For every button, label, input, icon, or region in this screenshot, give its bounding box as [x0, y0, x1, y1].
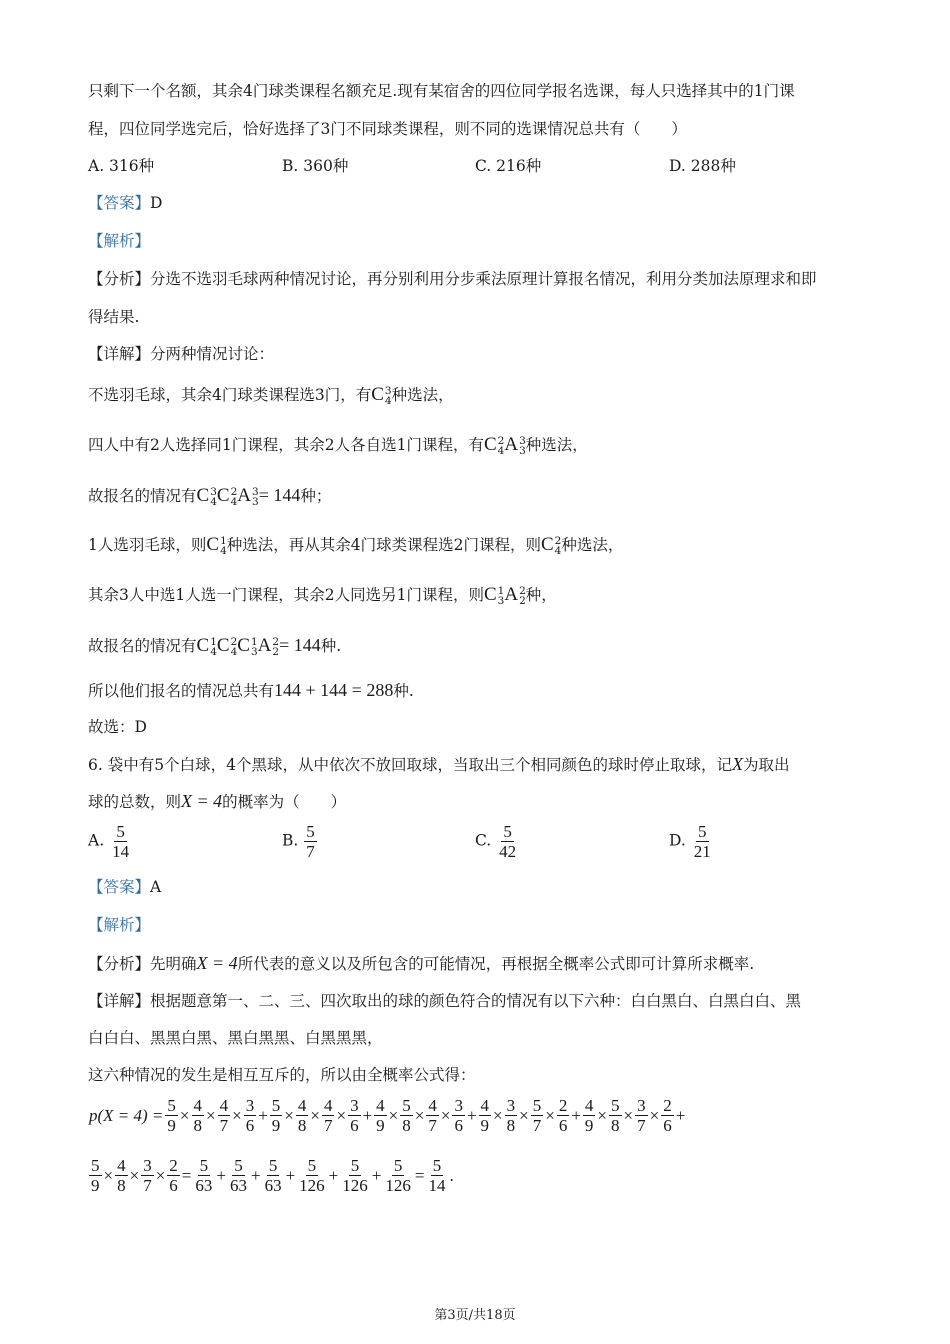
q6-stem-2: 球的总数，则X = 4的概率为（ ） [88, 791, 347, 811]
operator: + [675, 1105, 686, 1125]
fraction: $\frac{5}{126}$ [299, 1156, 325, 1195]
operator: × [155, 1165, 166, 1185]
fraction: $\frac{5}{9}$ [167, 1096, 176, 1135]
fraction: $\frac{3}{7}$ [143, 1156, 152, 1195]
fraction: $\frac{4}{7}$ [428, 1096, 437, 1135]
sum-line: 所以他们报名的情况总共有144 + 144 = 288种. [88, 680, 414, 700]
fraction: $\frac{5}{7}$ [532, 1096, 542, 1135]
probability-equation-1 [88, 1096, 686, 1135]
q6-fenxi: 【分析】先明确X = 4所代表的意义以及所包含的可能情况，再根据全概率公式即可计算所求概率. [88, 953, 755, 973]
q5-answer [88, 192, 162, 214]
q6-stem-1: 6. 袋中有5个白球，4个黑球，从中依次不放回取球，当取出三个相同颜色的球时停止取球，记X为取出 [88, 754, 790, 774]
operator: × [649, 1105, 660, 1125]
fraction: $\frac{4}{8}$ [193, 1096, 202, 1135]
fraction: $\frac{4}{8}$ [297, 1096, 307, 1135]
fraction: $\frac{5}{8}$ [611, 1096, 620, 1135]
fraction: $\frac{5}{63}$ [264, 1156, 282, 1195]
answer-value: D [150, 194, 163, 212]
probability-lhs: p(X = 4) = [89, 1105, 164, 1125]
fraction: $\frac{5}{126}$ [385, 1156, 411, 1195]
operator: . [449, 1165, 454, 1185]
fraction: $\frac{2}{6}$ [169, 1156, 178, 1195]
q6-xiangjie-2: 白白白、黑黑白黑、黑白黑黑、白黑黑黑， [88, 1029, 383, 1047]
fraction: $\frac{5}{14}$ [428, 1156, 446, 1195]
q5-fenxi-cont: 得结果. [88, 308, 140, 326]
operator: × [493, 1105, 503, 1125]
q5-option-b: B. 360种 [282, 157, 349, 175]
line-2: 程，四位同学选完后，恰好选择了3门不同球类课程，则不同的选课情况总共有（ ） [88, 120, 687, 138]
operator: = [414, 1165, 425, 1185]
case-a-line-2: 四人中有2人选择同1门课程，其余2人各自选1门课程，有C 2 4 A 3 3 种选法， [88, 434, 588, 457]
operator: × [440, 1105, 451, 1125]
fraction: $\frac{3}{6}$ [350, 1096, 359, 1135]
operator: × [336, 1105, 347, 1125]
fraction: $\frac{5}{63}$ [195, 1156, 213, 1195]
operator: × [545, 1105, 555, 1125]
page-footer: 第3页/共18页 [434, 1308, 516, 1323]
fraction: $\frac{4}{9}$ [376, 1096, 385, 1135]
operator: × [519, 1105, 529, 1125]
probability-equation-2 [88, 1156, 455, 1195]
q5-choice: 故选：D [88, 718, 147, 736]
operator: × [206, 1105, 216, 1125]
fraction: $\frac{4}{8}$ [117, 1156, 126, 1195]
fraction: $\frac{5}{8}$ [402, 1096, 411, 1135]
q6-option-b: B. $\frac{5}{7}$ [282, 822, 315, 861]
fenxi-tag: 【分析】 [88, 270, 151, 288]
case-b-line-3: 故报名的情况有C 1 4 C 2 4 C 1 3 A 2 2 = 144种. [88, 635, 342, 658]
case-b-line-1: 1人选羽毛球，则C 1 4 种选法，再从其余4门球类课程选2门课程，则C 2 4 种选法， [88, 534, 624, 557]
operator: + [571, 1105, 581, 1125]
operator: + [285, 1165, 296, 1185]
q5-option-c: C. 216种 [475, 157, 542, 175]
q6-jiexi: 【解析】 [88, 916, 151, 934]
operator: × [284, 1105, 294, 1125]
q6-option-d: D. $\frac{5}{21}$ [669, 822, 711, 861]
operator: + [371, 1165, 382, 1185]
fraction: $\frac{4}{9}$ [480, 1096, 490, 1135]
operator: = [181, 1165, 192, 1185]
operator: × [623, 1105, 634, 1125]
fraction: $\frac{4}{7}$ [323, 1096, 333, 1135]
fraction: $\frac{3}{6}$ [454, 1096, 463, 1135]
fraction: $\frac{3}{7}$ [637, 1096, 646, 1135]
operator: × [179, 1105, 190, 1125]
q6-option-c: C. $\frac{5}{42}$ [475, 822, 517, 861]
operator: + [250, 1165, 261, 1185]
fraction: $\frac{3}{6}$ [245, 1096, 255, 1135]
fraction: $\frac{2}{6}$ [663, 1096, 672, 1135]
fraction: $\frac{4}{9}$ [584, 1096, 594, 1135]
fraction: $\frac{5}{63}$ [229, 1156, 247, 1195]
operator: + [258, 1105, 268, 1125]
xiangjie-text: 分两种情况讨论： [150, 345, 275, 363]
q5-jiexi: 【解析】 [88, 232, 151, 250]
xiangjie-tag: 【详解】 [88, 345, 151, 363]
operator: × [597, 1105, 607, 1125]
q6-xiangjie-3: 这六种情况的发生是相互互斥的，所以由全概率公式得： [88, 1066, 476, 1084]
q5-fenxi [88, 268, 817, 290]
q6-answer: 【答案】A [88, 878, 162, 896]
fraction: $\frac{3}{8}$ [506, 1096, 516, 1135]
fenxi-text: 分选不选羽毛球两种情况讨论，再分别利用分步乘法原理计算报名情况，利用分类加法原理求和即 [150, 270, 817, 288]
q5-option-d: D. 288种 [669, 157, 736, 175]
case-a-line-3: 故报名的情况有C 3 4 C 2 4 A 3 3 = 144种； [88, 485, 332, 508]
operator: + [362, 1105, 373, 1125]
operator: × [414, 1105, 425, 1125]
operator: × [232, 1105, 242, 1125]
q5-option-a: A. 316种 [88, 157, 155, 175]
operator: + [216, 1165, 226, 1185]
answer-tag: 【答案】 [88, 194, 151, 212]
fraction: $\frac{2}{6}$ [558, 1096, 568, 1135]
q5-xiangjie [88, 343, 274, 365]
operator: × [388, 1105, 399, 1125]
q6-option-a: A. $\frac{5}{14}$ [88, 822, 130, 861]
operator: + [328, 1165, 339, 1185]
fraction: $\frac{5}{126}$ [342, 1156, 368, 1195]
case-a-line-1: 不选羽毛球，其余4门球类课程选3门，有C 3 4 种选法， [88, 384, 454, 407]
line-1: 只剩下一个名额，其余4门球类课程名额充足.现有某宿舍的四位同学报名选课，每人只选择其中的1门课 [88, 82, 795, 100]
fraction: $\frac{5}{9}$ [271, 1096, 281, 1135]
operator: + [466, 1105, 477, 1125]
operator: × [310, 1105, 320, 1125]
q6-xiangjie-1: 【详解】根据题意第一、二、三、四次取出的球的颜色符合的情况有以下六种：白白黑白、白黑白白、黑 [88, 992, 802, 1010]
operator: × [129, 1165, 140, 1185]
fraction: $\frac{4}{7}$ [219, 1096, 229, 1135]
operator: × [103, 1165, 114, 1185]
case-b-line-2: 其余3人中选1人选一门课程，其余2人同选另1门课程，则C 1 3 A 2 2 种， [88, 584, 557, 607]
fraction: $\frac{5}{9}$ [91, 1156, 100, 1195]
